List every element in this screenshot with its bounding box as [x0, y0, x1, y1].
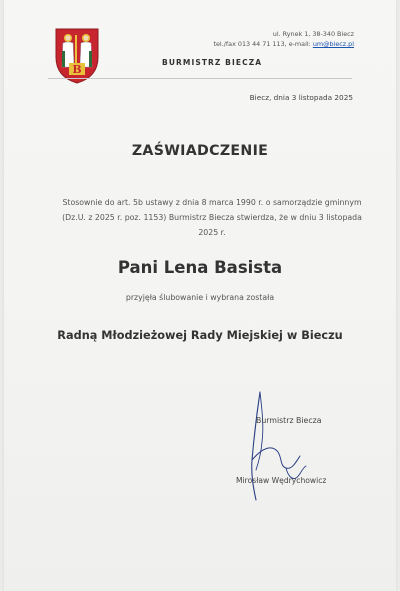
document-title: ZAŚWIADCZENIE [131, 143, 269, 159]
role-title: Radną Młodzieżowej Rady Miejskiej w Bieczu [57, 329, 343, 342]
phone-label: tel./fax 013 44 71 113, e-mail: [213, 40, 311, 48]
address-line: ul. Rynek 1, 38-340 Biecz [272, 30, 354, 38]
office-name: BURMISTRZ BIECZA [162, 58, 263, 67]
signatory-name: Mirosław Wędrychowicz [236, 476, 327, 485]
intro-paragraph: Stosownie do art. 5b ustawy z dnia 8 marca 1990 r. o samorządzie gminnym (Dz.U. z 2025 r. poz. 1153) Burmistrz Biecza stwierdza, że w dniu 3 listopada 2025 r. [62, 198, 362, 237]
person-name: Pani Lena Basista [117, 258, 283, 277]
action-text: przyjęła ślubowanie i wybrana została [125, 293, 275, 302]
phone-email-line [214, 39, 355, 49]
biecz-coat-of-arms-icon [54, 27, 100, 85]
email-link[interactable]: um@biecz.pl [312, 40, 354, 48]
place-date: Biecz, dnia 3 listopada 2025 [249, 93, 353, 102]
signature-title: Burmistrz Biecza [256, 416, 322, 425]
certificate-page [4, 0, 396, 591]
header-divider [48, 78, 352, 79]
svg-text:B: B [72, 63, 82, 76]
contact-block [214, 29, 355, 49]
handwritten-signature [222, 382, 332, 512]
